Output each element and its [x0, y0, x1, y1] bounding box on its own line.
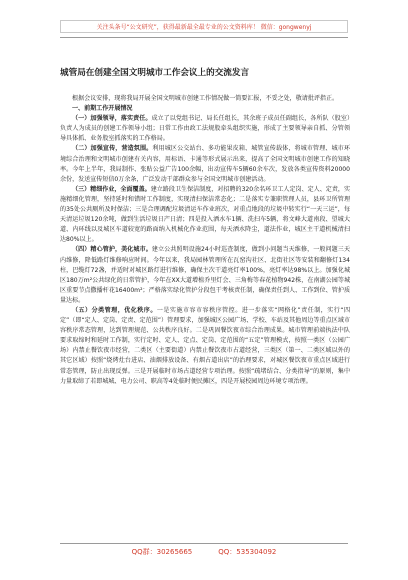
footer — [60, 547, 348, 557]
paragraph-text: 一是实施市容市容秩序管控。进一步落实“网格化”责任制，实行“四定”（即“定人、定岗、定责、定范围”）管理要求，加强城区公园广场、学校、车站及其他周边等重点区域市容秩序常态管理，达到管理规范、公共秩序良好。二是巩固餐饮夜市综合治理成果。城市管理前端执法中队要求取缔时和延时工作制，实行定时、定人、定点、定岗、定范围的“五定”管理模式，按照一类区（公园广场）内禁止餐饮夜市经营，二类区（主要街道）内禁止餐饮夜市占道经营，三类区（第一、二类区域以外的其它区域）按照“烧烤灶台进店、油烟排放设备、有烟占道出店”的治理要求，对城区餐饮夜市重点区域进行常态管理，防止出现反弹。三是开展临时市场占道经营专项治理。按照“疏堵结合、分类指导”的原则，集中力量取缔了若即城城、电力公司、职高等4处临时便民摊区，四是开展校园周边环境专项治理。 — [60, 306, 350, 385]
document-title: 城管局在创建全国文明城市工作会议上的交流发言 — [60, 68, 250, 78]
intro-paragraph: 根据会议安排，现将我局开展全国文明城市创建工作情况做一简要汇报，不妥之处，敬请批评指正。 — [72, 95, 339, 102]
paragraph-text: 利用城区公交站台、多功能果皮箱、城管宣传载体，将城市管理、城市环境综合治理和文明城市创建有关内容，用标语、卡通等形式展示出来，提高了全国文明城市创建工作的知晓率。今年上半年，我局制作、张贴公益广告100余幅，出动宣传车5辆60余车次，发放各类宣传资料20000余份，发送宣传短信0万余条，广泛发动干部群众参与全国文明城市创建活动。 — [60, 145, 351, 183]
footer-qq: QQ：535304092 — [218, 548, 277, 556]
paragraph-text: 建立公共照明设施24小时巡查制度，做到小问题当天维修，一般问题三天内维修，降低路灯维修响应时间。今年以来，我局园林管理所在瓦窑沟社区、北街社区等安装和翻修灯134柱，巴缆灯72盏，并适时对城区路灯进行维修，确保主次干道亮灯率100%，亮灯率达98%以上。加强化城区180万m²公共绿化的日常管护，今年在XX大道增植乔里灯会、三角梅等春花植物942株，在南湖公园等城区重要节点撒播杆花16400m²；严格落实绿化管护分段包干考核责任制，确保责任到人、工作到位、管护质量达标。 — [60, 246, 350, 304]
header-banner — [60, 20, 348, 33]
footer-qq-group: QQ群：30265665 — [131, 548, 193, 556]
section-heading: 一、前期工作开展情况 — [72, 105, 133, 113]
paragraph-publicity — [60, 144, 350, 184]
paragraph-heading: （四）精心管护，美化城市。 — [72, 246, 152, 254]
document-body — [60, 94, 350, 387]
paragraph-leadership — [60, 114, 350, 144]
paragraph-heading: （二）加强宣传，营造氛围。 — [72, 145, 153, 153]
footer-divider — [60, 543, 348, 544]
header-banner-text: 关注头条号“公文研究”，获得最新最全最专业的公文资料库！ 微信：gongwenyj — [96, 24, 312, 31]
paragraph-operations — [60, 185, 350, 246]
paragraph-order — [60, 306, 350, 387]
paragraph-maintenance — [60, 245, 350, 306]
header-divider — [60, 37, 348, 38]
paragraph-text: 建立路段卫生保洁制度，对招聘的320余名环卫工人定岗、定人、定责，实施精细化管理，坚持延时和错时工作制度，实现清扫保洁常态化；二是落实专兼职管理人员，县环卫所管理的35处公共厕所及时保洁；三是合理调配垃圾清运车作业班次，对重点地段的垃圾中转实行“一天三运”，每天清运垃圾120余吨，做到生活垃圾日产日清；四是投入洒水车1辆、洗扫车5辆，将文峰大道南段、望城大道、内环线以及城区车道较宽的路面纳入机械化作业范围，每天洒水降尘，道法作业，城区主干道机械清扫达80%以上。 — [60, 185, 351, 244]
paragraph-heading: （三）精细作业，全面覆盖。 — [72, 185, 151, 193]
paragraph-heading: （五）分类管理，优化秩序。 — [72, 306, 157, 314]
paragraph-text: 成立了以党组书记、局长任组长，其余班子成员任副组长，各所队（股室）负责人为成员的创建工作领导小组；日常工作由政工法规股牵头组织实施，形成了主要领导亲自抓、分管领导具体抓、业务股室抓落实的工作格局。 — [60, 115, 350, 143]
paragraph-heading: （一）加强领导，落实责任。 — [72, 115, 152, 123]
